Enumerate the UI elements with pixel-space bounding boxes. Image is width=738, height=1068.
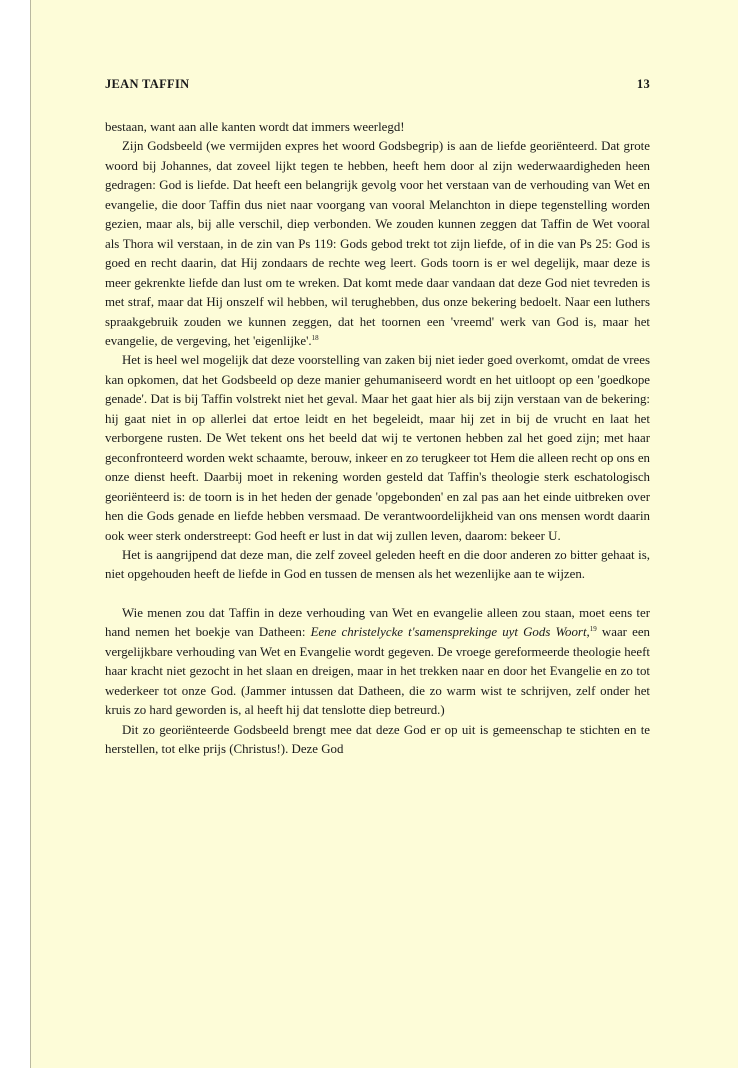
book-page [30,0,738,1068]
paragraph-5 [105,604,650,721]
page-number: 13 [636,77,650,91]
paragraph-1: bestaan, want aan alle kanten wordt dat immers weerlegd! [105,120,405,134]
paragraph-5-text-b: waar een vergelijkbare verhouding van Wet en Evangelie wordt gegeven. De vroege gereformeerde theologie heeft haar kracht niet gezocht in het slaan en dreigen, maar in het trekken naar en door het Evangelie en zo tot wederkeer tot onze God. (Jammer intussen dat Datheen, die zo warm wist te schrijven, zelf onder het kruis zo hard geworden is, al heeft hij dat tenslotte diep betreurd.) [105,625,650,718]
paragraph-5-text-a: Wie menen zou dat Taffin in deze verhouding van Wet en evangelie alleen zou staan, moet eens ter hand nemen het boekje van Datheen: [105,605,650,640]
paragraph-2-text: Zijn Godsbeeld (we vermijden expres het woord Godsbegrip) is aan de liefde georiënteerd. Dat grote woord bij Johannes, dat zoveel lijkt tegen te hebben, heeft hem door al zijn wederwaardigheden heen gedragen: God is liefde. Dat heeft een belangrijk gevolg voor het verstaan van de verhouding van Wet en evangelie, die door Taffin dus niet naar voorgang van vooral Melanchton in diepe tegenstelling worden gezien, maar als, bij alle verschil, diep verbonden. We zouden kunnen zeggen dat Taffin de Wet vooral als Thora wil verstaan, in de zin van Ps 119: Gods gebod trekt tot zijn liefde, of in die van Ps 25: God is goed en recht daarin, dat Hij zondaars de rechte weg leert. Gods toorn is er wel degelijk, maar deze is meer gekrenkte liefde dan lust om te wreken. Dat komt mede daar vandaan dat deze God niet tevreden is met straf, maar dat Hij onszelf wil hebben, wil terughebben, dus onze bekering bedoelt. Naar een luthers spraakgebruik zouden we kunnen zeggen, dat het toornen een 'vreemd' werk van God is, maar het evangelie, de vergeving, het 'eigenlijke'. [105,139,650,348]
paragraph-4: Het is aangrijpend dat deze man, die zelf zoveel geleden heeft en die door anderen zo bitter gehaat is, niet opgehouden heeft de liefde in God en tussen de mensen als het wezenlijke aan te wijzen. [105,547,650,582]
paragraph-6: Dit zo georiënteerde Godsbeeld brengt mee dat deze God er op uit is gemeenschap te stichten en te herstellen, tot elke prijs (Christus!). Deze God [105,722,650,757]
running-title: JEAN TAFFIN [105,77,190,91]
paragraph-3: Het is heel wel mogelijk dat deze voorstelling van zaken bij niet ieder goed overkomt, omdat de vrees kan opkomen, dat het Godsbeeld op deze manier gehumaniseerd wordt en het uitloopt op een 'goedkope genade'. Dat is bij Taffin volstrekt niet het geval. Maar het gaat hier als bij zijn verstaan van de bekering: hij gaat niet in op allerlei dat ertoe leidt en het begeleidt, maar hij zet in bij de vrucht en laat het verborgene rusten. De Wet tekent ons het beeld dat wij te vertonen hebben zal het goed zijn; met haar geconfronteerd worden wekt schaamte, berouw, inkeer en zo terugkeer tot Hem die alleen recht op ons en onze dienst heeft. Daarbij moet in rekening worden gesteld dat Taffin's theologie sterk eschatologisch georiënteerd is: de toorn is in het heden der genade 'opgebonden' en zal pas aan het einde uitbreken over hen die Gods genade en liefde hebben versmaad. De verantwoordelijkheid van ons mensen wordt daarin ook weer sterk onderstreept: God heeft er lust in dat wij zullen leven, daarom: bekeer U. [105,353,650,543]
footnote-ref-19: 19 [589,625,597,634]
footnote-ref-18: 18 [311,333,319,342]
paragraph-2 [105,137,650,351]
running-head [105,77,650,95]
book-title: Eene christelycke t'samensprekinge uyt Gods Woort, [310,625,590,640]
body-text [105,118,650,760]
